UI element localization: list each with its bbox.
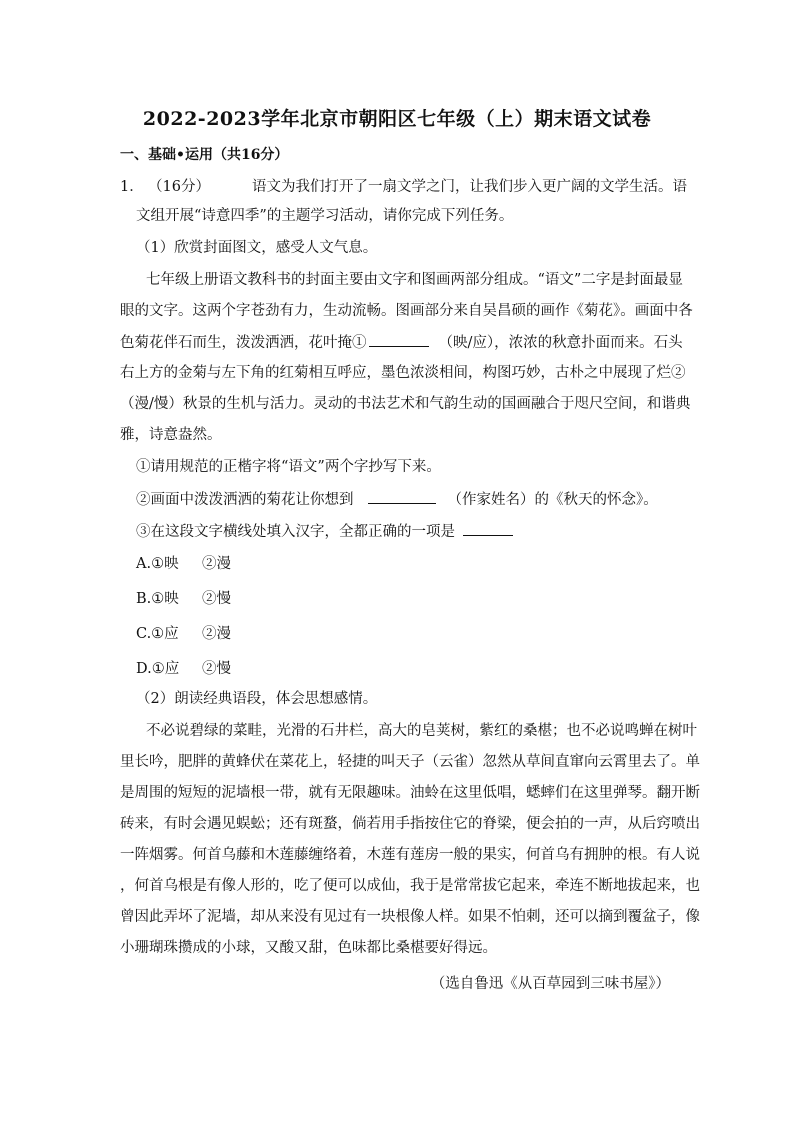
passage-line: 砖来，有时会遇见蜈蚣；还有斑蝥，倘若用手指按住它的脊梁，便会拍的一声，从后窍喷出 xyxy=(120,816,700,832)
passage-line: ，何首乌根是有像人形的，吃了便可以成仙，我于是常常拔它起来，牵连不断地拔起来，也 xyxy=(120,878,700,894)
question-number: 1． xyxy=(120,179,144,195)
option-b[interactable] xyxy=(136,587,231,608)
passage-line: 眼的文字。这两个字苍劲有力，生动流畅。图画部分来自吴昌硕的画作《菊花》。画面中各 xyxy=(120,303,693,319)
question-score: （16分） xyxy=(148,179,210,195)
passage-source: （选自鲁迅《从百草园到三味书屋》） xyxy=(430,976,670,992)
option-label: D.①应 xyxy=(136,661,180,677)
option-second: ②慢 xyxy=(202,661,231,677)
option-label: C.①应 xyxy=(136,626,179,642)
section-heading: 一、基础•运用（共16分） xyxy=(120,147,289,163)
option-c[interactable] xyxy=(136,622,231,643)
passage-line: 里长吟，肥胖的黄蜂伏在菜花上，轻捷的叫天子（云雀）忽然从草间直窜向云霄里去了。单 xyxy=(120,754,700,770)
option-a[interactable] xyxy=(136,552,231,573)
task-label: （2）朗读经典语段，体会思想感情。 xyxy=(136,691,378,707)
passage-line: 雅，诗意盎然。 xyxy=(120,427,222,443)
passage-line: 右上方的金菊与左下角的红菊相互呼应，墨色浓淡相间，构图巧妙，古朴之中展现了烂② xyxy=(120,365,686,381)
sub-question-start: ②画面中泼泼洒洒的菊花让你想到 xyxy=(136,492,354,508)
option-label: B.①映 xyxy=(136,591,179,607)
passage-line: 一阵烟雾。何首乌藤和木莲藤缠络着，木莲有莲房一般的果实，何首乌有拥肿的根。有人说 xyxy=(120,847,700,863)
option-d[interactable] xyxy=(136,657,231,678)
sub-question: ①请用规范的正楷字将“语文”两个字抄写下来。 xyxy=(136,459,441,475)
passage-line: 小珊瑚珠攒成的小球，又酸又甜，色味都比桑椹要好得远。 xyxy=(120,940,497,956)
option-second: ②漫 xyxy=(202,626,231,642)
option-second: ②慢 xyxy=(202,591,231,607)
sub-question xyxy=(136,489,658,510)
task-label: （1）欣赏封面图文，感受人文气息。 xyxy=(136,240,378,256)
passage-line: （漫/慢）秋景的生机与活力。灵动的书法艺术和气韵生动的国画融合于咫尺空间，和谐典 xyxy=(120,396,691,412)
sub-question xyxy=(136,521,513,542)
passage-line-start: 色菊花伴石而生，泼泼洒洒，花叶掩① xyxy=(120,335,367,351)
fill-blank-1[interactable] xyxy=(369,332,429,347)
sub-question-text: ③在这段文字横线处填入汉字，全都正确的一项是 xyxy=(136,524,455,540)
option-label: A.①映 xyxy=(136,556,179,572)
passage-line: 不必说碧绿的菜畦，光滑的石井栏，高大的皂荚树，紫红的桑椹；也不必说鸣蝉在树叶 xyxy=(146,723,697,739)
option-second: ②漫 xyxy=(202,556,231,572)
page-title: 2022-2023学年北京市朝阳区七年级（上）期末语文试卷 xyxy=(142,108,652,130)
question-intro-line: 语文为我们打开了一扇文学之门，让我们步入更广阔的文学生活。语 xyxy=(252,179,687,195)
passage-line: 曾因此弄坏了泥墙，却从来没有见过有一块根像人样。如果不怕刺，还可以摘到覆盆子，像 xyxy=(120,909,700,925)
fill-blank-answer[interactable] xyxy=(463,521,513,536)
passage-line: 七年级上册语文教科书的封面主要由文字和图画两部分组成。“语文”二字是封面最显 xyxy=(146,272,683,288)
question-intro-line: 文组开展“诗意四季”的主题学习活动，请你完成下列任务。 xyxy=(136,208,514,224)
passage-line xyxy=(120,332,683,353)
passage-line: 是周围的短短的泥墙根一带，就有无限趣味。油蛉在这里低唱，蟋蟀们在这里弹琴。翻开断 xyxy=(120,785,700,801)
passage-line-end: （映/应），浓浓的秋意扑面而来。石头 xyxy=(438,335,683,351)
sub-question-end: （作家姓名）的《秋天的怀念》。 xyxy=(447,492,658,508)
fill-blank-author[interactable] xyxy=(368,489,436,504)
